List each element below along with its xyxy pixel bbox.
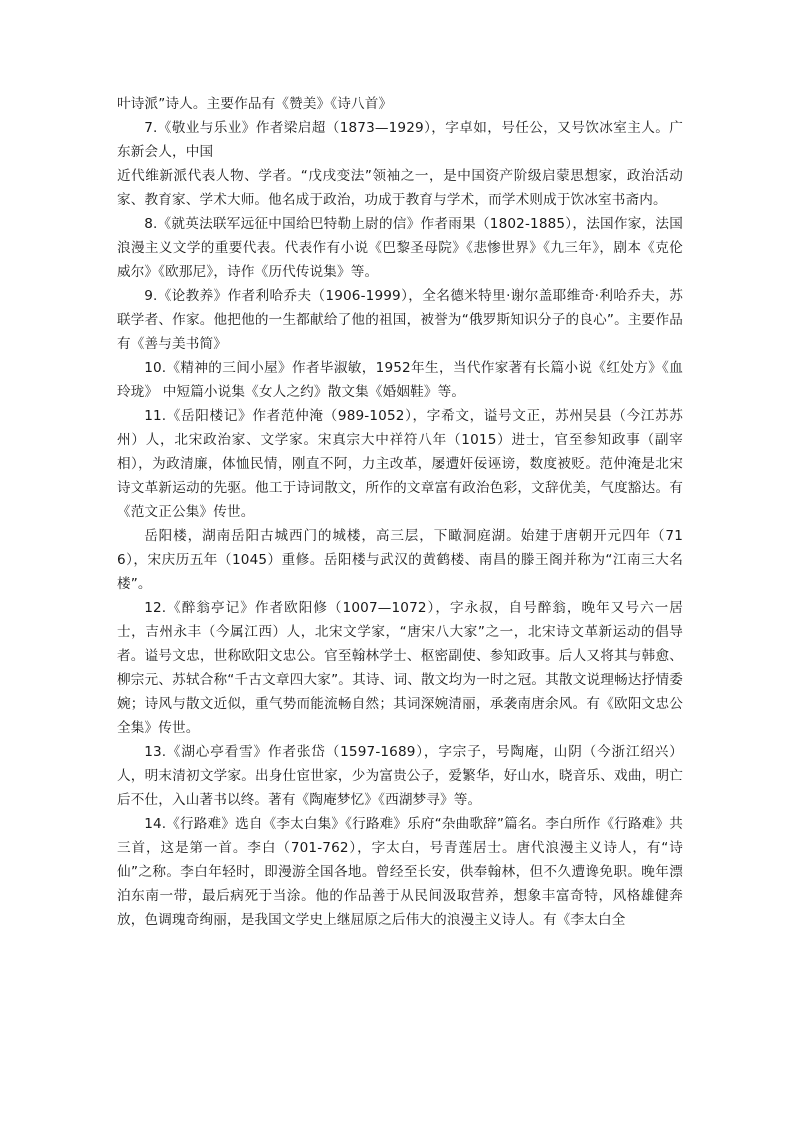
paragraph-item-7-continued: 近代维新派代表人物、学者。“戊戌变法”领袖之一，是中国资产阶级启蒙思想家，政治活动家、教育家、学术大师。他名成于政治，功成于教育与学术，而学术则成于饮冰室书斋内。 <box>117 168 683 208</box>
paragraph-continuation: 叶诗派”诗人。主要作品有《赞美》《诗八首》 <box>117 96 393 112</box>
paragraph-item-7: 7.《敬业与乐业》作者梁启超（1873—1929），字卓如，号任公，又号饮冰室主人。广东新会人，中国 <box>117 120 683 160</box>
paragraph-item-10: 10.《精神的三间小屋》作者毕淑敏，1952年生，当代作家著有长篇小说《红处方》《血玲珑》 中短篇小说集《女人之约》散文集《婚姻鞋》等。 <box>117 360 683 400</box>
paragraph-item-11: 11.《岳阳楼记》作者范仲淹（989-1052），字希文，谥号文正，苏州吴县（今江苏苏州）人，北宋政治家、文学家。宋真宗大中祥符八年（1015）进士，官至参知政事（副宰相），为政清廉，体恤民情，刚直不阿，力主改革，屡遭奸佞诬谤，数度被贬。范仲淹是北宋诗文革新运动的先驱。他工于诗词散文，所作的文章富有政治色彩，文辞优美，气度豁达。有《范文正公集》传世。 <box>117 408 683 520</box>
paragraph-item-8: 8.《就英法联军远征中国给巴特勒上尉的信》作者雨果（1802-1885），法国作家，法国浪漫主义文学的重要代表。代表作有小说《巴黎圣母院》《悲惨世界》《九三年》，剧本《克伦威尔》《欧那尼》，诗作《历代传说集》等。 <box>117 216 683 280</box>
paragraph-item-14: 14.《行路难》选自《李太白集》《行路难》乐府“杂曲歌辞”篇名。李白所作《行路难》共三首，这是第一首。李白（701-762），字太白，号青莲居士。唐代浪漫主义诗人，有“诗仙”之称。李白年轻时，即漫游全国各地。曾经至长安，供奉翰林，但不久遭谗免职。晚年漂泊东南一带，最后病死于当涂。他的作品善于从民间汲取营养，想象丰富奇特，风格雄健奔放，色调瑰奇绚丽，是我国文学史上继屈原之后伟大的浪漫主义诗人。有《李太白全 <box>117 816 683 928</box>
paragraph-yueyang-tower: 岳阳楼，湖南岳阳古城西门的城楼，高三层，下瞰洞庭湖。始建于唐朝开元四年（716），宋庆历五年（1045）重修。岳阳楼与武汉的黄鹤楼、南昌的滕王阁并称为“江南三大名楼”。 <box>117 528 683 592</box>
paragraph-item-9: 9.《论教养》作者利哈乔夫（1906-1999），全名德米特里·谢尔盖耶维奇·利哈乔夫，苏联学者、作家。他把他的一生都献给了他的祖国，被誉为“俄罗斯知识分子的良心”。主要作品有《善与美书简》 <box>117 288 683 352</box>
paragraph-item-12: 12.《醉翁亭记》作者欧阳修（1007—1072），字永叔，自号醉翁，晚年又号六一居士，吉州永丰（今属江西）人，北宋文学家，“唐宋八大家”之一，北宋诗文革新运动的倡导者。谥号文忠，世称欧阳文忠公。官至翰林学士、枢密副使、参知政事。后人又将其与韩愈、柳宗元、苏轼合称“千古文章四大家”。其诗、词、散文均为一时之冠。其散文说理畅达抒情委婉；诗风与散文近似，重气势而能流畅自然；其词深婉清丽，承袭南唐余风。有《欧阳文忠公全集》传世。 <box>117 600 683 736</box>
document-body <box>117 92 683 932</box>
paragraph-item-13: 13.《湖心亭看雪》作者张岱（1597-1689），字宗子，号陶庵，山阴（今浙江绍兴）人，明末清初文学家。出身仕宦世家，少为富贵公子，爱繁华，好山水，晓音乐、戏曲，明亡后不仕，入山著书以终。著有《陶庵梦忆》《西湖梦寻》等。 <box>117 744 683 808</box>
